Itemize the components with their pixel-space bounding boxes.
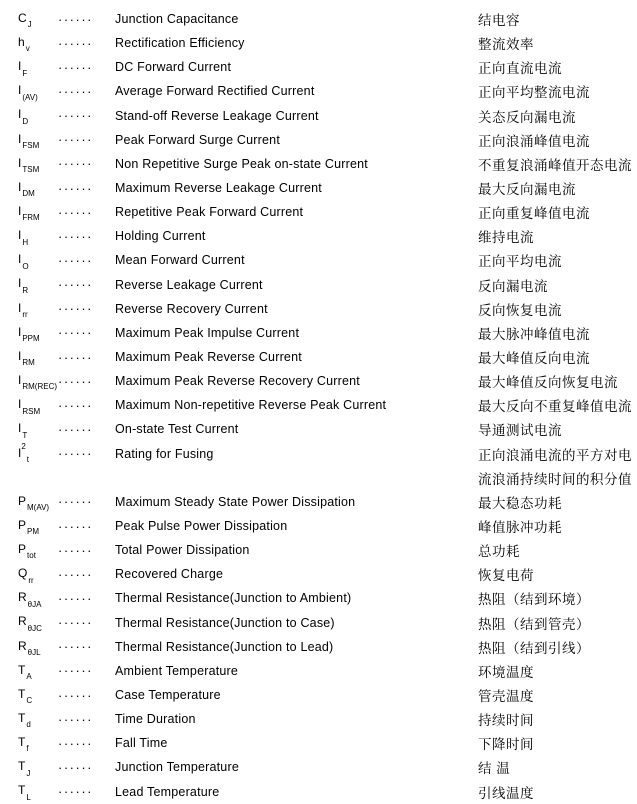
chinese-term: 维持电流 bbox=[478, 230, 534, 246]
symbol-subscript: d bbox=[26, 720, 31, 730]
glossary-row bbox=[0, 659, 637, 683]
symbol-letter: I bbox=[18, 59, 22, 74]
english-term: Reverse Recovery Current bbox=[115, 301, 268, 316]
chinese-term: 热阻（结到管壳） bbox=[478, 616, 590, 632]
dots-separator: ······ bbox=[58, 663, 93, 679]
symbol-cell bbox=[18, 783, 58, 802]
chinese-term: 结电容 bbox=[478, 13, 520, 29]
symbol-cell bbox=[18, 372, 58, 392]
chinese-term: 最大脉冲峰值电流 bbox=[478, 326, 590, 342]
glossary-row bbox=[0, 176, 637, 200]
dots-separator: ······ bbox=[58, 590, 93, 606]
symbol-cell bbox=[18, 710, 58, 730]
glossary-row bbox=[0, 7, 637, 31]
glossary-row bbox=[0, 586, 637, 610]
english-term: Fall Time bbox=[115, 736, 168, 751]
chinese-term: 热阻（结到引线） bbox=[478, 640, 590, 656]
symbol-cell bbox=[18, 204, 58, 223]
glossary-row bbox=[0, 321, 637, 345]
symbol-cell bbox=[18, 639, 58, 655]
glossary-row bbox=[0, 104, 637, 128]
glossary-row bbox=[0, 562, 637, 586]
symbol-subscript: F bbox=[22, 68, 28, 78]
glossary-row bbox=[0, 152, 637, 176]
dots-separator: ······ bbox=[58, 421, 93, 437]
symbol-letter: I bbox=[18, 421, 22, 436]
symbol-subscript: RM bbox=[22, 358, 35, 368]
symbol-letter: T bbox=[18, 783, 26, 798]
glossary-row bbox=[0, 466, 637, 490]
symbol-letter: I bbox=[18, 276, 22, 291]
symbol-cell bbox=[18, 107, 58, 126]
symbol-subscript: f bbox=[26, 744, 29, 754]
glossary-row bbox=[0, 128, 637, 152]
symbol-cell bbox=[18, 35, 58, 54]
glossary-row bbox=[0, 683, 637, 707]
symbol-letter: I bbox=[18, 300, 22, 315]
symbol-cell bbox=[18, 252, 58, 271]
glossary-row bbox=[0, 731, 637, 755]
symbol-letter: h bbox=[18, 35, 25, 50]
symbol-letter: Q bbox=[18, 566, 28, 581]
symbol-subscript: L bbox=[26, 792, 31, 802]
glossary-row bbox=[0, 514, 637, 538]
symbol-cell bbox=[18, 493, 58, 513]
chinese-term: 结 温 bbox=[478, 761, 511, 777]
symbol-letter: T bbox=[18, 759, 26, 774]
symbol-subscript: tot bbox=[27, 551, 36, 561]
chinese-term: 最大稳态功耗 bbox=[478, 495, 562, 511]
glossary-row bbox=[0, 248, 637, 272]
glossary-row bbox=[0, 345, 637, 369]
symbol-cell bbox=[18, 348, 58, 368]
symbol-subscript: M(AV) bbox=[27, 503, 50, 513]
dots-separator: ······ bbox=[58, 759, 93, 775]
symbol-letter: P bbox=[18, 541, 27, 556]
chinese-term: 导通测试电流 bbox=[478, 423, 562, 439]
glossary-row bbox=[0, 200, 637, 224]
symbol-letter: P bbox=[18, 517, 27, 532]
chinese-term: 反向恢复电流 bbox=[478, 302, 562, 318]
english-term: Maximum Non-repetitive Reverse Peak Current bbox=[115, 398, 387, 413]
english-term: Junction Temperature bbox=[115, 760, 239, 775]
symbol-letter: P bbox=[18, 493, 27, 508]
dots-separator: ······ bbox=[58, 301, 93, 317]
dots-separator: ······ bbox=[58, 108, 93, 124]
symbol-letter: I bbox=[18, 445, 22, 460]
glossary-row bbox=[0, 393, 637, 417]
english-term: Maximum Peak Impulse Current bbox=[115, 325, 300, 340]
symbol-letter: T bbox=[18, 662, 26, 677]
chinese-term: 正向浪涌电流的平方对电 bbox=[478, 447, 632, 463]
symbol-cell bbox=[18, 735, 58, 754]
dots-separator: ······ bbox=[58, 494, 93, 510]
chinese-term: 引线温度 bbox=[478, 785, 534, 801]
symbol-subscript: DM bbox=[22, 189, 35, 199]
glossary-row bbox=[0, 538, 637, 562]
dots-separator: ······ bbox=[58, 735, 93, 751]
chinese-term: 下降时间 bbox=[478, 737, 534, 753]
dots-separator: ······ bbox=[58, 180, 93, 196]
symbol-cell bbox=[18, 155, 58, 175]
english-term: On-state Test Current bbox=[115, 422, 239, 437]
english-term: Junction Capacitance bbox=[115, 12, 239, 27]
symbol-cell bbox=[18, 132, 58, 148]
chinese-term: 总功耗 bbox=[478, 544, 520, 560]
symbol-cell bbox=[18, 324, 58, 344]
english-term: Maximum Steady State Power Dissipation bbox=[115, 494, 356, 509]
english-term: Repetitive Peak Forward Current bbox=[115, 205, 304, 220]
symbol-subscript: R bbox=[22, 285, 29, 295]
chinese-term: 正向直流电流 bbox=[478, 61, 562, 77]
chinese-term: 最大反向不重复峰值电流 bbox=[478, 399, 632, 415]
symbol-subscript: PM bbox=[27, 527, 40, 537]
glossary-row bbox=[0, 417, 637, 441]
english-term: Non Repetitive Surge Peak on-state Current bbox=[115, 156, 368, 171]
symbol-subscript: PPM bbox=[22, 334, 40, 344]
dots-separator: ······ bbox=[58, 252, 93, 268]
chinese-term: 最大峰值反向电流 bbox=[478, 351, 590, 367]
symbol-cell bbox=[18, 10, 58, 30]
symbol-cell bbox=[18, 421, 58, 440]
glossary-row bbox=[0, 55, 637, 79]
symbol-cell bbox=[18, 228, 58, 247]
symbol-cell bbox=[18, 541, 58, 561]
symbol-subscript: RM(REC) bbox=[22, 382, 58, 392]
glossary-row bbox=[0, 369, 637, 393]
english-term: Rectification Efficiency bbox=[115, 36, 245, 51]
dots-separator: ······ bbox=[58, 639, 93, 655]
dots-separator: ······ bbox=[58, 687, 93, 703]
symbol-cell bbox=[18, 566, 58, 585]
symbol-cell bbox=[18, 59, 58, 78]
symbol-superscript: 2 bbox=[21, 441, 26, 451]
glossary-row bbox=[0, 273, 637, 297]
symbol-subscript: J bbox=[27, 20, 32, 30]
chinese-term: 管壳温度 bbox=[478, 689, 534, 704]
symbol-cell bbox=[18, 662, 58, 682]
english-term: Recovered Charge bbox=[115, 567, 224, 582]
english-term: Rating for Fusing bbox=[115, 446, 214, 461]
symbol-letter: I bbox=[18, 155, 22, 170]
symbol-cell bbox=[18, 441, 58, 465]
symbol-subscript: RSM bbox=[22, 406, 41, 416]
dots-separator: ······ bbox=[58, 518, 93, 534]
symbol-cell bbox=[18, 179, 58, 199]
dots-separator: ······ bbox=[58, 325, 93, 341]
chinese-term: 正向平均电流 bbox=[478, 254, 562, 270]
symbol-cell bbox=[18, 759, 58, 778]
glossary-row bbox=[0, 755, 637, 779]
glossary-row bbox=[0, 780, 637, 804]
glossary-rows bbox=[0, 7, 637, 804]
symbol-letter: T bbox=[18, 686, 26, 701]
glossary-row bbox=[0, 79, 637, 103]
symbol-subscript: θJA bbox=[27, 599, 42, 609]
chinese-term: 正向重复峰值电流 bbox=[478, 206, 590, 222]
chinese-term: 最大峰值反向恢复电流 bbox=[478, 375, 618, 391]
english-term: Case Temperature bbox=[115, 688, 221, 702]
english-term: Total Power Dissipation bbox=[115, 543, 250, 558]
symbol-subscript: H bbox=[22, 237, 29, 247]
symbol-letter: I bbox=[18, 131, 22, 146]
symbol-cell bbox=[18, 686, 58, 706]
symbol-subscript: FRM bbox=[22, 213, 40, 223]
dots-separator: ······ bbox=[58, 711, 93, 727]
symbol-subscript: FSM bbox=[22, 140, 40, 150]
dots-separator: ······ bbox=[58, 566, 93, 582]
dots-separator: ······ bbox=[58, 784, 93, 800]
chinese-term: 热阻（结到环境） bbox=[478, 592, 590, 608]
chinese-term: 流浪涌持续时间的积分值 bbox=[478, 471, 632, 487]
symbol-subscript: v bbox=[25, 44, 30, 54]
english-term: Thermal Resistance(Junction to Lead) bbox=[115, 639, 334, 654]
symbol-cell bbox=[18, 276, 58, 295]
chinese-term: 正向浪涌峰值电流 bbox=[478, 133, 590, 149]
symbol-cell bbox=[18, 301, 58, 317]
symbol-letter: I bbox=[18, 348, 22, 363]
symbol-letter: R bbox=[18, 638, 27, 653]
glossary-row bbox=[0, 707, 637, 731]
dots-separator: ······ bbox=[58, 397, 93, 413]
english-term: Thermal Resistance(Junction to Case) bbox=[115, 615, 335, 630]
symbol-letter: C bbox=[18, 10, 27, 25]
chinese-term: 持续时间 bbox=[478, 713, 534, 729]
dots-separator: ······ bbox=[58, 446, 93, 462]
symbol-letter: I bbox=[18, 228, 22, 243]
glossary-row bbox=[0, 224, 637, 248]
english-term: Average Forward Rectified Current bbox=[115, 84, 315, 99]
symbol-subscript: rr bbox=[28, 575, 34, 585]
symbol-subscript: rr bbox=[22, 309, 28, 319]
glossary-row bbox=[0, 611, 637, 635]
symbol-subscript: O bbox=[22, 261, 29, 271]
dots-separator: ······ bbox=[58, 277, 93, 293]
glossary-row bbox=[0, 442, 637, 466]
dots-separator: ······ bbox=[58, 132, 93, 148]
glossary-row bbox=[0, 635, 637, 659]
symbol-cell bbox=[18, 517, 58, 537]
dots-separator: ······ bbox=[58, 204, 93, 220]
dots-separator: ······ bbox=[58, 542, 93, 558]
dots-separator: ······ bbox=[58, 11, 93, 27]
english-term: Maximum Peak Reverse Current bbox=[115, 350, 302, 365]
english-term: Stand-off Reverse Leakage Current bbox=[115, 108, 319, 123]
symbol-cell bbox=[18, 83, 58, 102]
symbol-subscript: (AV) bbox=[22, 92, 38, 102]
symbol-letter: I bbox=[18, 397, 22, 412]
chinese-term: 恢复电荷 bbox=[478, 568, 534, 584]
english-term: Thermal Resistance(Junction to Ambient) bbox=[115, 591, 352, 606]
chinese-term: 关态反向漏电流 bbox=[478, 109, 576, 125]
english-term: Peak Forward Surge Current bbox=[115, 132, 280, 147]
english-term: Maximum Peak Reverse Recovery Current bbox=[115, 374, 360, 389]
english-term: Lead Temperature bbox=[115, 784, 220, 799]
english-term: Reverse Leakage Current bbox=[115, 277, 263, 292]
symbol-subscript: C bbox=[26, 696, 33, 706]
symbol-letter: T bbox=[18, 735, 26, 750]
glossary-row bbox=[0, 490, 637, 514]
symbol-subscript: D bbox=[22, 116, 29, 126]
dots-separator: ······ bbox=[58, 615, 93, 631]
symbol-cell bbox=[18, 590, 58, 609]
symbol-cell bbox=[18, 397, 58, 416]
symbol-subscript: J bbox=[26, 768, 31, 778]
symbol-subscript: t bbox=[26, 455, 30, 465]
chinese-term: 环境温度 bbox=[478, 664, 534, 680]
symbol-subscript: θJC bbox=[27, 623, 42, 633]
dots-separator: ······ bbox=[58, 228, 93, 244]
english-term: Ambient Temperature bbox=[115, 663, 239, 678]
glossary-row bbox=[0, 31, 637, 55]
english-term: Holding Current bbox=[115, 229, 206, 244]
symbol-subscript: θJL bbox=[27, 647, 41, 657]
dots-separator: ······ bbox=[58, 349, 93, 365]
chinese-term: 整流效率 bbox=[478, 37, 534, 53]
english-term: Maximum Reverse Leakage Current bbox=[115, 181, 322, 196]
chinese-term: 不重复浪涌峰值开态电流 bbox=[478, 157, 632, 173]
symbol-letter: I bbox=[18, 324, 22, 339]
symbol-letter: R bbox=[18, 614, 27, 629]
chinese-term: 反向漏电流 bbox=[478, 278, 548, 294]
chinese-term: 峰值脉冲功耗 bbox=[478, 520, 562, 536]
symbol-letter: I bbox=[18, 204, 22, 218]
chinese-term: 最大反向漏电流 bbox=[478, 182, 576, 198]
english-term: DC Forward Current bbox=[115, 60, 232, 75]
english-term: Peak Pulse Power Dissipation bbox=[115, 519, 288, 534]
symbol-letter: I bbox=[18, 83, 22, 98]
chinese-term: 正向平均整流电流 bbox=[478, 85, 590, 101]
symbol-letter: I bbox=[18, 372, 22, 387]
symbol-subscript: TSM bbox=[22, 165, 40, 175]
symbol-letter: T bbox=[18, 710, 26, 725]
symbol-subscript: T bbox=[22, 430, 28, 440]
symbol-letter: R bbox=[18, 590, 27, 605]
english-term: Mean Forward Current bbox=[115, 253, 245, 268]
dots-separator: ······ bbox=[58, 83, 93, 99]
dots-separator: ······ bbox=[58, 59, 93, 75]
symbol-subscript: A bbox=[26, 672, 32, 682]
glossary-row bbox=[0, 297, 637, 321]
symbol-letter: I bbox=[18, 179, 22, 194]
symbol-letter: I bbox=[18, 252, 22, 267]
english-term: Time Duration bbox=[115, 712, 196, 727]
dots-separator: ······ bbox=[58, 373, 93, 389]
dots-separator: ······ bbox=[58, 156, 93, 172]
dots-separator: ······ bbox=[58, 35, 93, 51]
symbol-letter: I bbox=[18, 107, 22, 122]
symbol-cell bbox=[18, 614, 58, 633]
